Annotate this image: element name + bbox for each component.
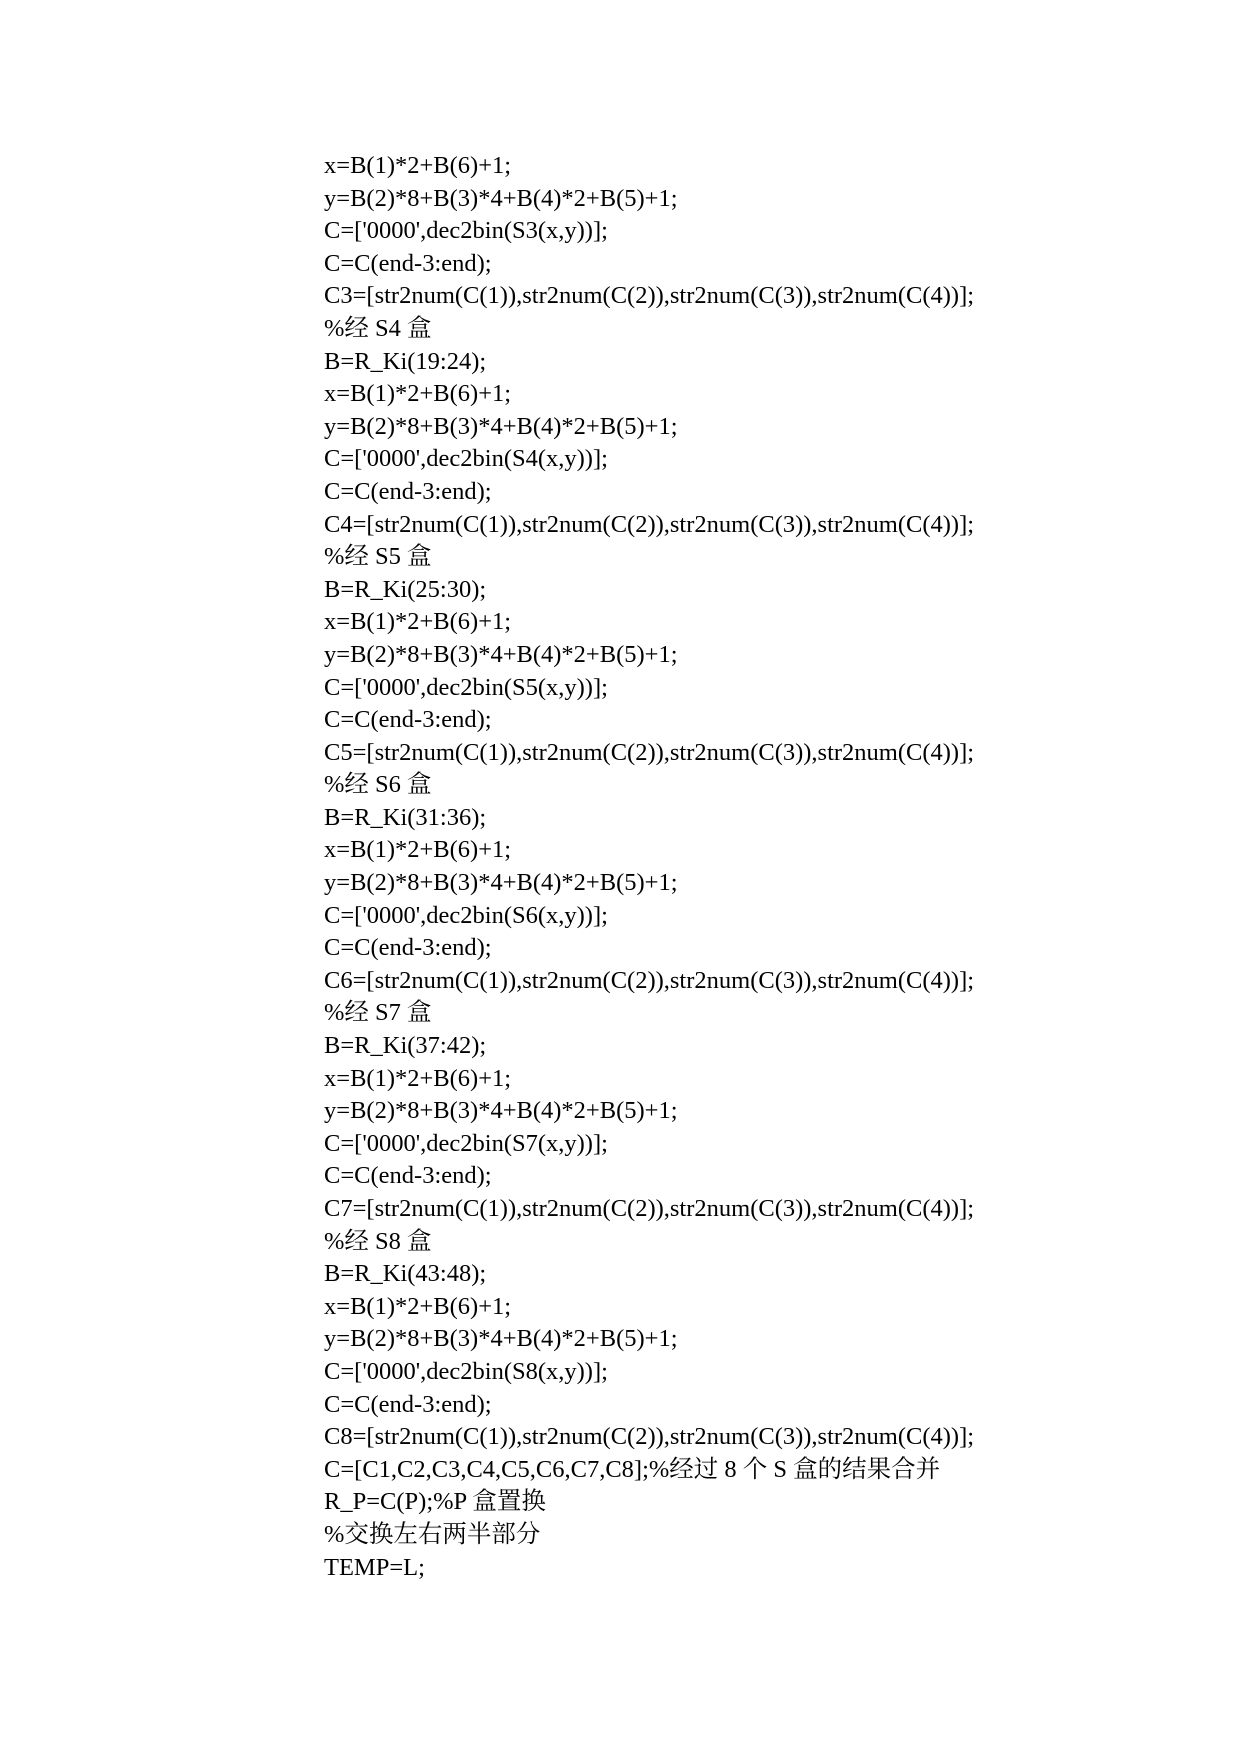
code-line: B=R_Ki(43:48); [324,1260,487,1288]
code-line: x=B(1)*2+B(6)+1; [324,1064,512,1092]
code-line: C4=[str2num(C(1)),str2num(C(2)),str2num(C(3)),str2num(C(4))]; [324,510,975,538]
code-line: C=['0000',dec2bin(S3(x,y))]; [324,217,608,245]
code-line: C=['0000',dec2bin(S8(x,y))]; [324,1357,608,1385]
code-line: C8=[str2num(C(1)),str2num(C(2)),str2num(C(3)),str2num(C(4))]; [324,1423,975,1451]
code-line: B=R_Ki(37:42); [324,1032,487,1060]
code-line: C6=[str2num(C(1)),str2num(C(2)),str2num(C(3)),str2num(C(4))]; [324,966,975,994]
code-line: C=['0000',dec2bin(S5(x,y))]; [324,673,608,701]
code-line: C=['0000',dec2bin(S7(x,y))]; [324,1129,608,1157]
code-line: C=['0000',dec2bin(S4(x,y))]; [324,445,608,473]
code-comment: %经 S7 盒 [324,999,432,1027]
code-comment: %经 S5 盒 [324,543,432,571]
code-comment: %交换左右两半部分 [324,1520,541,1548]
code-comment: %经 S4 盒 [324,314,432,342]
code-listing [324,150,1224,1584]
code-line: TEMP=L; [324,1553,425,1581]
code-line: C=C(end-3:end); [324,477,492,505]
code-line: C=['0000',dec2bin(S6(x,y))]; [324,901,608,929]
code-line: C=C(end-3:end); [324,1390,492,1418]
code-line: B=R_Ki(25:30); [324,575,487,603]
code-line: y=B(2)*8+B(3)*4+B(4)*2+B(5)+1; [324,1325,678,1353]
code-line: C=C(end-3:end); [324,934,492,962]
code-line: x=B(1)*2+B(6)+1; [324,380,512,408]
code-line: y=B(2)*8+B(3)*4+B(4)*2+B(5)+1; [324,184,678,212]
code-line: C=[C1,C2,C3,C4,C5,C6,C7,C8];%经过 8 个 S 盒的结果合并 [324,1455,941,1483]
code-line: C3=[str2num(C(1)),str2num(C(2)),str2num(C(3)),str2num(C(4))]; [324,282,975,310]
code-line: C5=[str2num(C(1)),str2num(C(2)),str2num(C(3)),str2num(C(4))]; [324,738,975,766]
code-line: y=B(2)*8+B(3)*4+B(4)*2+B(5)+1; [324,869,678,897]
code-comment: %经 S6 盒 [324,771,432,799]
code-line: R_P=C(P);%P 盒置换 [324,1488,546,1516]
code-line: x=B(1)*2+B(6)+1; [324,608,512,636]
code-line: y=B(2)*8+B(3)*4+B(4)*2+B(5)+1; [324,412,678,440]
code-line: C=C(end-3:end); [324,1162,492,1190]
code-line: x=B(1)*2+B(6)+1; [324,836,512,864]
code-line: B=R_Ki(19:24); [324,347,487,375]
code-comment: %经 S8 盒 [324,1227,432,1255]
code-line: C=C(end-3:end); [324,249,492,277]
code-line: C7=[str2num(C(1)),str2num(C(2)),str2num(C(3)),str2num(C(4))]; [324,1195,975,1222]
code-line: x=B(1)*2+B(6)+1; [324,1292,512,1320]
code-line: x=B(1)*2+B(6)+1; [324,152,512,179]
code-line: B=R_Ki(31:36); [324,803,487,831]
code-line: y=B(2)*8+B(3)*4+B(4)*2+B(5)+1; [324,640,678,668]
code-line: C=C(end-3:end); [324,706,492,734]
code-line: y=B(2)*8+B(3)*4+B(4)*2+B(5)+1; [324,1097,678,1125]
